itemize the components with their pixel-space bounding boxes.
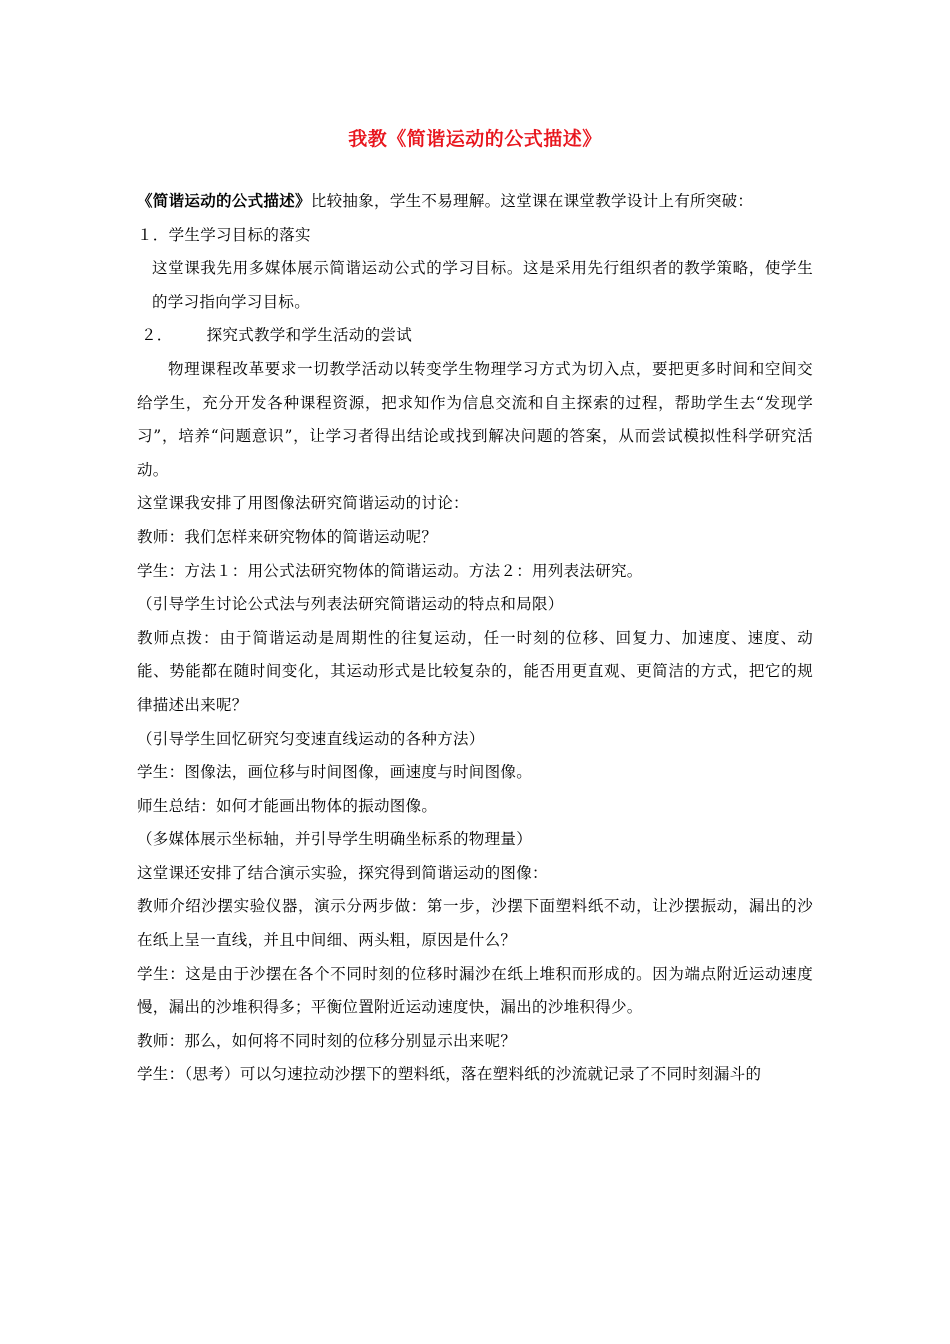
section-2-number: ２． <box>141 326 173 345</box>
text-line: 教师介绍沙摆实验仪器，演示分两步做：第一步，沙摆下面塑料纸不动，让沙摆振动，漏出的沙在纸上呈一直线，并且中间细、两头粗，原因是什么？ <box>137 897 813 950</box>
intro-paragraph <box>137 184 813 219</box>
section-1-heading-text: １．学生学习目标的落实 <box>137 225 311 244</box>
section-2-heading <box>137 319 813 353</box>
text-line: （多媒体展示坐标轴，并引导学生明确坐标系的物理量） <box>137 830 533 849</box>
intro-text: 比较抽象，学生不易理解。这堂课在课堂教学设计上有所突破： <box>310 192 754 210</box>
section-2-heading-text: 探究式教学和学生活动的尝试 <box>206 326 413 345</box>
text-line: （引导学生讨论公式法与列表法研究简谐运动的特点和局限） <box>137 595 564 614</box>
intro-bold-title: 《简谐运动的公式描述》 <box>137 191 311 210</box>
section-2-paragraph: 物理课程改革要求一切教学活动以转变学生物理学习方式为切入点，要把更多时间和空间交给学生，充分开发各种课程资源，把求知作为信息交流和自主探索的过程，帮助学生去“发现学习”，培养“问题意识”，让学习者得出结论或找到解决问题的答案，从而尝试模拟性科学研究活动。 <box>137 359 813 479</box>
text-line: 教师点拨：由于简谐运动是周期性的往复运动，任一时刻的位移、回复力、加速度、速度、动能、势能都在随时间变化，其运动形式是比较复杂的，能否用更直观、更简洁的方式，把它的规律描述出来呢？ <box>137 628 813 714</box>
document-body <box>137 184 813 1092</box>
text-line: 学生：图像法，画位移与时间图像，画速度与时间图像。 <box>137 763 533 782</box>
text-line: 教师：那么，如何将不同时刻的位移分别显示出来呢？ <box>137 1031 517 1050</box>
section-1-paragraph: 这堂课我先用多媒体展示简谐运动公式的学习目标。这是采用先行组织者的教学策略，使学生的学习指向学习目标。 <box>152 259 813 311</box>
text-line: （引导学生回忆研究匀变速直线运动的各种方法） <box>137 729 485 748</box>
text-line: 学生：这是由于沙摆在各个不同时刻的位移时漏沙在纸上堆积而形成的。因为端点附近运动速度慢，漏出的沙堆积得多；平衡位置附近运动速度快，漏出的沙堆积得少。 <box>137 964 813 1017</box>
document-title: 我教《简谐运动的公式描述》 <box>348 128 602 150</box>
text-line: 学生：（思考）可以匀速拉动沙摆下的塑料纸，落在塑料纸的沙流就记录了不同时刻漏斗的 <box>137 1065 762 1084</box>
text-line: 师生总结：如何才能画出物体的振动图像。 <box>137 796 438 815</box>
text-line: 这堂课我安排了用图像法研究简谐运动的讨论： <box>137 494 469 513</box>
section-1-heading <box>137 219 813 253</box>
text-line: 教师：我们怎样来研究物体的简谐运动呢？ <box>137 527 438 546</box>
text-line: 这堂课还安排了结合演示实验，探究得到简谐运动的图像： <box>137 863 548 882</box>
text-line: 学生：方法１：用公式法研究物体的简谐运动。方法２：用列表法研究。 <box>137 561 643 580</box>
